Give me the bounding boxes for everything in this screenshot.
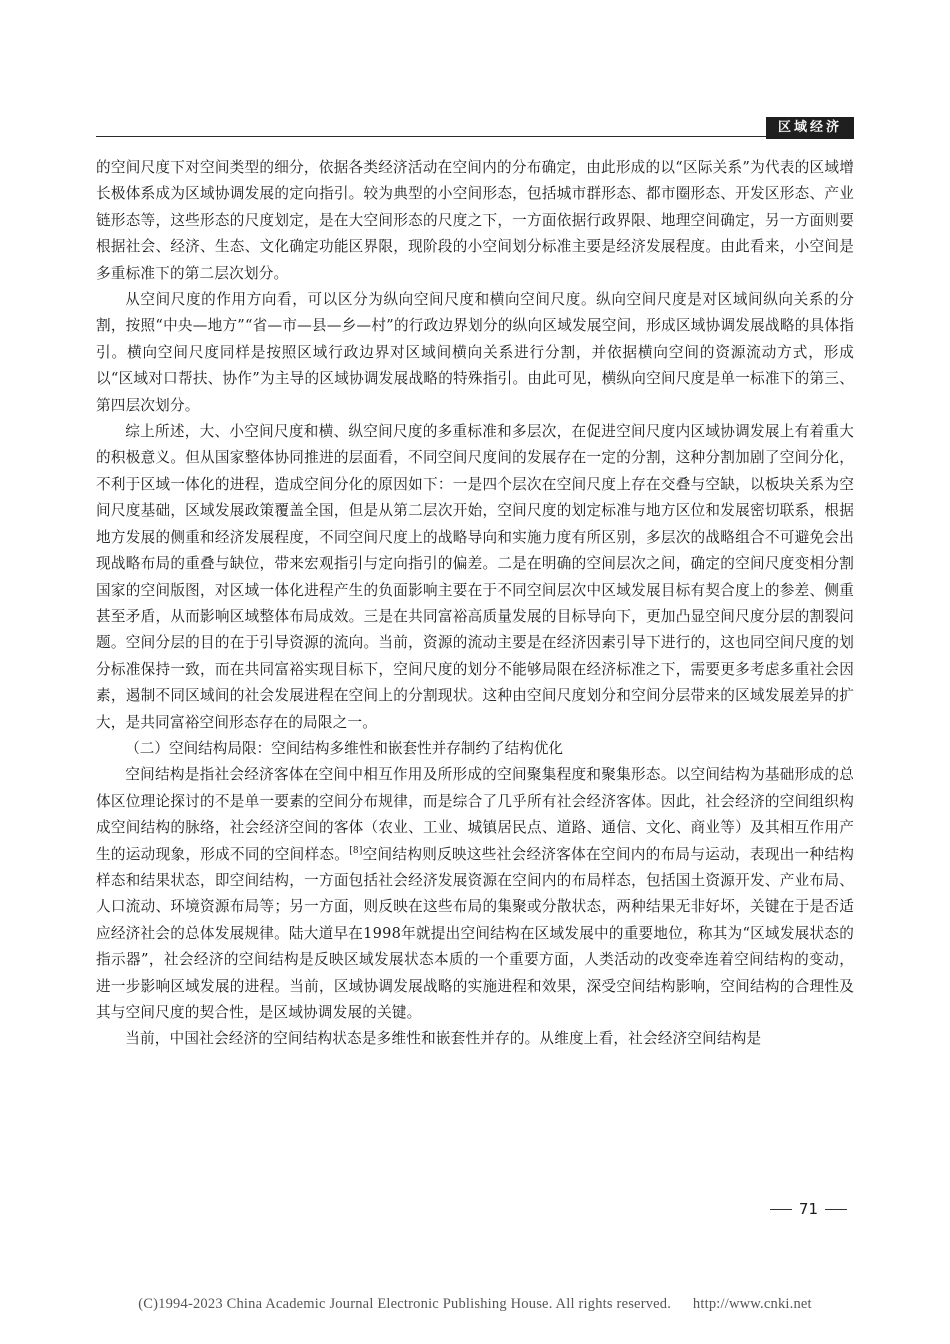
paragraph-5: 当前，中国社会经济的空间结构状态是多维性和嵌套性并存的。从维度上看，社会经济空间结构是 [125,1030,762,1048]
section-tag: 区域经济 [766,117,854,139]
footer-copyright: (C)1994-2023 China Academic Journal Electronic Publishing House. All rights reserved. [138,1296,672,1312]
header-rule [96,136,854,137]
paragraph-3: 综上所述，大、小空间尺度和横、纵空间尺度的多重标准和多层次，在促进空间尺度内区域协调发展上有着重大的积极意义。但从国家整体协同推进的层面看，不同空间尺度间的发展存在一定的分割，这种分割加剧了空间分化，不利于区域一体化的进程，造成空间分化的原因如下：一是四个层次在空间尺度上存在交叠与空缺，以板块关系为空间尺度基础，区域发展政策覆盖全国，但是从第二层次开始，空间尺度的划定标准与地方区位和发展密切联系，根据地方发展的侧重和经济发展程度，不同空间尺度上的战略导向和实施力度有所区别，多层次的战略组合不可避免会出现战略布局的重叠与缺位，带来宏观指引与定向指引的偏差。二是在明确的空间层次之间，确定的空间尺度变相分割国家的空间版图，对区域一体化进程产生的负面影响主要在于不同空间层次中区域发展目标有契合度上的参差、侧重甚至矛盾，从而影响区域整体布局成效。三是在共同富裕高质量发展的目标导向下，更加凸显空间尺度分层的割裂问题。空间分层的目的在于引导资源的流向。当前，资源的流动主要是在经济因素引导下进行的，这也同空间尺度的划分标准保持一致，而在共同富裕实现目标下，空间尺度的划分不能够局限在经济标准之下，需要更多考虑多重社会因素，遏制不同区域间的社会发展进程在空间上的分割现状。这种由空间尺度划分和空间分层带来的区域发展差异的扩大，是共同富裕空间形态存在的局限之一。 [96,423,854,731]
page-number [763,1200,854,1218]
paragraph-4-part-1: 空间结构是指社会经济客体在空间中相互作用及所形成的空间聚集程度和聚集形态。以空间结构为基础形成的总体区位理论探讨的不是单一要素的空间分布规律，而是综合了几乎所有社会经济客体。因此，社会经济的空间组织构成空间结构的脉络，社会经济空间的客体（农业、工业、城镇居民点、道路、通信、文化、商业等）及其相互作用产生的运动现象，形成不同的空间样态。 [96,766,854,863]
page-number-value: 71 [798,1200,818,1218]
dash-left [770,1209,792,1210]
paragraph-1: 的空间尺度下对空间类型的细分，依据各类经济活动在空间内的分布确定，由此形成的以“区际关系”为代表的区域增长极体系成为区域协调发展的定向指引。较为典型的小空间形态，包括城市群形态、都市圈形态、开发区形态、产业链形态等，这些形态的尺度划定，是在大空间形态的尺度之下，一方面依据行政界限、地理空间确定，另一方面则要根据社会、经济、生态、文化确定功能区界限，现阶段的小空间划分标准主要是经济发展程度。由此看来，小空间是多重标准下的第二层次划分。 [96,159,854,282]
article-body [96,155,854,1053]
footer-url[interactable]: http://www.cnki.net [692,1296,812,1312]
footer [0,1296,950,1313]
paragraph-4 [96,762,854,1026]
paragraph-2: 从空间尺度的作用方向看，可以区分为纵向空间尺度和横向空间尺度。纵向空间尺度是对区域间纵向关系的分割，按照“中央—地方”“省—市—县—乡—村”的行政边界划分的纵向区域发展空间，形成区域协调发展战略的具体指引。横向空间尺度同样是按照区域行政边界对区域间横向关系进行分割，并依据横向空间的资源流动方式，形成以“区域对口帮扶、协作”为主导的区域协调发展战略的特殊指引。由此可见，横纵向空间尺度是单一标准下的第三、第四层次划分。 [96,291,854,414]
paragraph-4-part-2: 空间结构则反映这些社会经济客体在空间内的布局与运动，表现出一种结构样态和结果状态，即空间结构，一方面包括社会经济发展资源在空间内的布局样态，包括国土资源开发、产业布局、人口流动、环境资源布局等；另一方面，则反映在这些布局的集聚或分散状态，两种结果无非好坏，关键在于是否适应经济社会的总体发展规律。陆大道早在1998年就提出空间结构在区域发展中的重要地位，称其为“区域发展状态的指示器”，社会经济的空间结构是反映区域发展状态本质的一个重要方面，人类活动的改变牵连着空间结构的变动，进一步影响区域发展的进程。当前，区域协调发展战略的实施进程和效果，深受空间结构影响，空间结构的合理性及其与空间尺度的契合性，是区域协调发展的关键。 [96,845,855,1021]
citation-marker[interactable]: [8] [349,845,363,856]
section-subheading: （二）空间结构局限：空间结构多维性和嵌套性并存制约了结构优化 [125,739,564,757]
dash-right [825,1209,847,1210]
